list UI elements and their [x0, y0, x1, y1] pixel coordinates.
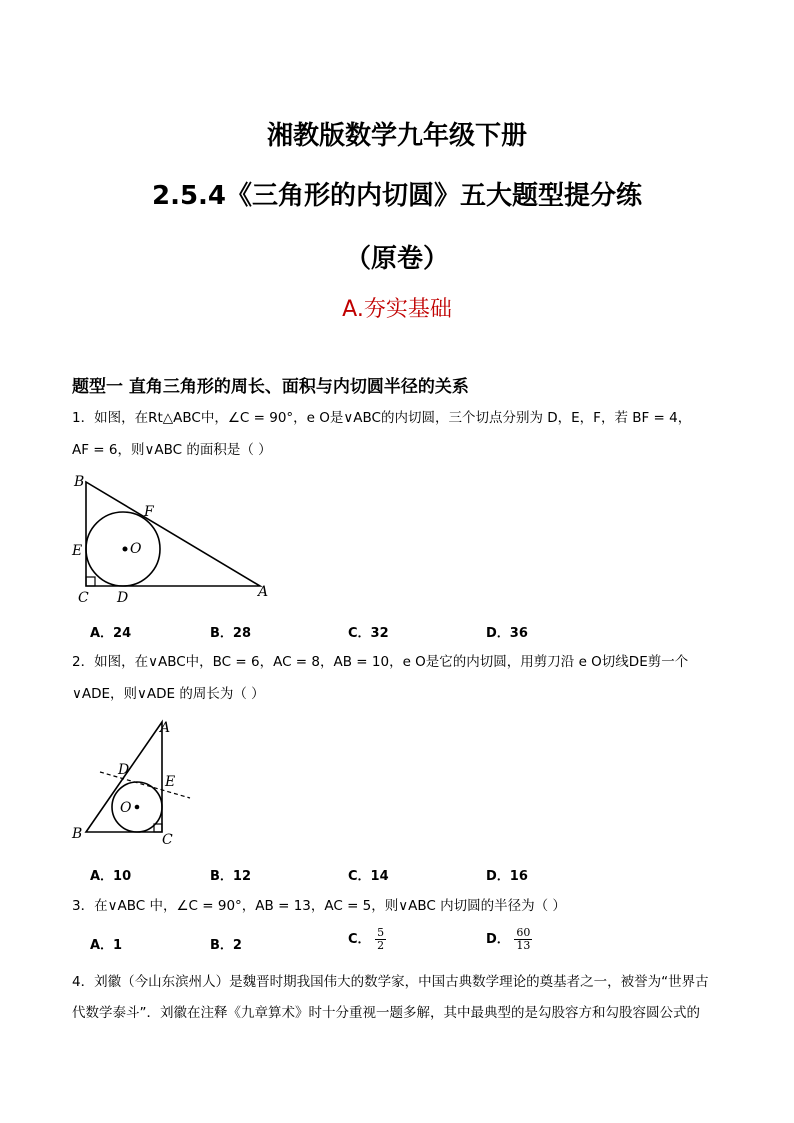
q1-option-d[interactable]: D．36: [486, 626, 528, 641]
q3-option-c-label: C．: [348, 932, 371, 947]
q4-line-2: 代数学泰斗”．刘徽在注释《九章算术》时十分重视一题多解，其中最典型的是勾股容方和勾股容圆公式的: [72, 1005, 700, 1021]
q3-option-c[interactable]: [348, 927, 386, 952]
q3-option-b[interactable]: B．2: [210, 938, 242, 953]
q1-label-b: B: [74, 474, 85, 490]
q2-option-c[interactable]: C．14: [348, 869, 389, 884]
q3-d-denominator: 13: [516, 939, 531, 952]
q1-label-o: O: [130, 541, 142, 557]
subtitle: A.夯实基础: [342, 297, 452, 322]
q3-option-d[interactable]: [486, 927, 532, 952]
q1-label-a: A: [258, 584, 269, 600]
q1-option-c[interactable]: C．32: [348, 626, 389, 641]
q2-label-d: D: [118, 762, 130, 778]
q1-line-1: 1．如图，在Rt△ABC中，∠C = 90°，e O是∨ABC的内切圆，三个切点分别为 D，E，F，若 BF = 4，: [72, 410, 692, 426]
q2-figure: [66, 716, 206, 850]
q1-figure: [60, 468, 290, 608]
q1-option-b[interactable]: B．28: [210, 626, 251, 641]
q2-label-e: E: [165, 774, 176, 790]
q3-c-denominator: 2: [377, 939, 385, 952]
q2-label-c: C: [162, 832, 173, 848]
q1-option-a[interactable]: A．24: [90, 626, 132, 641]
q1-right-angle-mark: [86, 577, 95, 586]
q2-line-2: ∨ADE，则∨ADE 的周长为（ ）: [72, 686, 265, 702]
q1-triangle: [86, 482, 260, 586]
q1-label-e: E: [72, 543, 83, 559]
q2-center-dot: [135, 805, 140, 810]
q3-d-numerator: 60: [516, 926, 531, 939]
q2-option-d[interactable]: D．16: [486, 869, 528, 884]
q2-line-1: 2．如图，在∨ABC中，BC = 6，AC = 8，AB = 10，e O是它的内切圆，用剪刀沿 e O切线DE剪一个: [72, 654, 689, 670]
q3-c-numerator: 5: [377, 926, 385, 939]
q3-option-d-label: D．: [486, 932, 510, 947]
q3-option-c-fraction: [375, 927, 386, 952]
q1-label-f: F: [144, 504, 154, 520]
q1-label-c: C: [78, 590, 89, 606]
title-line-2: 2.5.4《三角形的内切圆》五大题型提分练: [151, 181, 643, 211]
q1-label-d: D: [117, 590, 129, 606]
q2-option-a[interactable]: A．10: [90, 869, 132, 884]
q1-center-dot: [123, 547, 128, 552]
q2-option-b[interactable]: B．12: [210, 869, 251, 884]
q1-line-2: AF = 6，则∨ABC 的面积是（ ）: [72, 442, 272, 458]
q2-label-b: B: [72, 826, 83, 842]
q2-tangent-de: [100, 772, 190, 798]
section-title: 题型一 直角三角形的周长、面积与内切圆半径的关系: [72, 377, 469, 397]
q2-label-o: O: [120, 800, 132, 816]
q3-option-d-fraction: [514, 927, 532, 952]
q2-label-a: A: [160, 720, 171, 736]
title-line-1: 湘教版数学九年级下册: [266, 121, 527, 151]
title-line-3: （原卷）: [344, 244, 449, 274]
q3-option-a[interactable]: A．1: [90, 938, 123, 953]
q4-line-1: 4．刘徽（今山东滨州人）是魏晋时期我国伟大的数学家，中国古典数学理论的奠基者之一，被誉为“世界古: [72, 974, 709, 990]
q3-line-1: 3．在∨ABC 中，∠C = 90°，AB = 13，AC = 5，则∨ABC 内切圆的半径为（ ）: [72, 898, 566, 914]
